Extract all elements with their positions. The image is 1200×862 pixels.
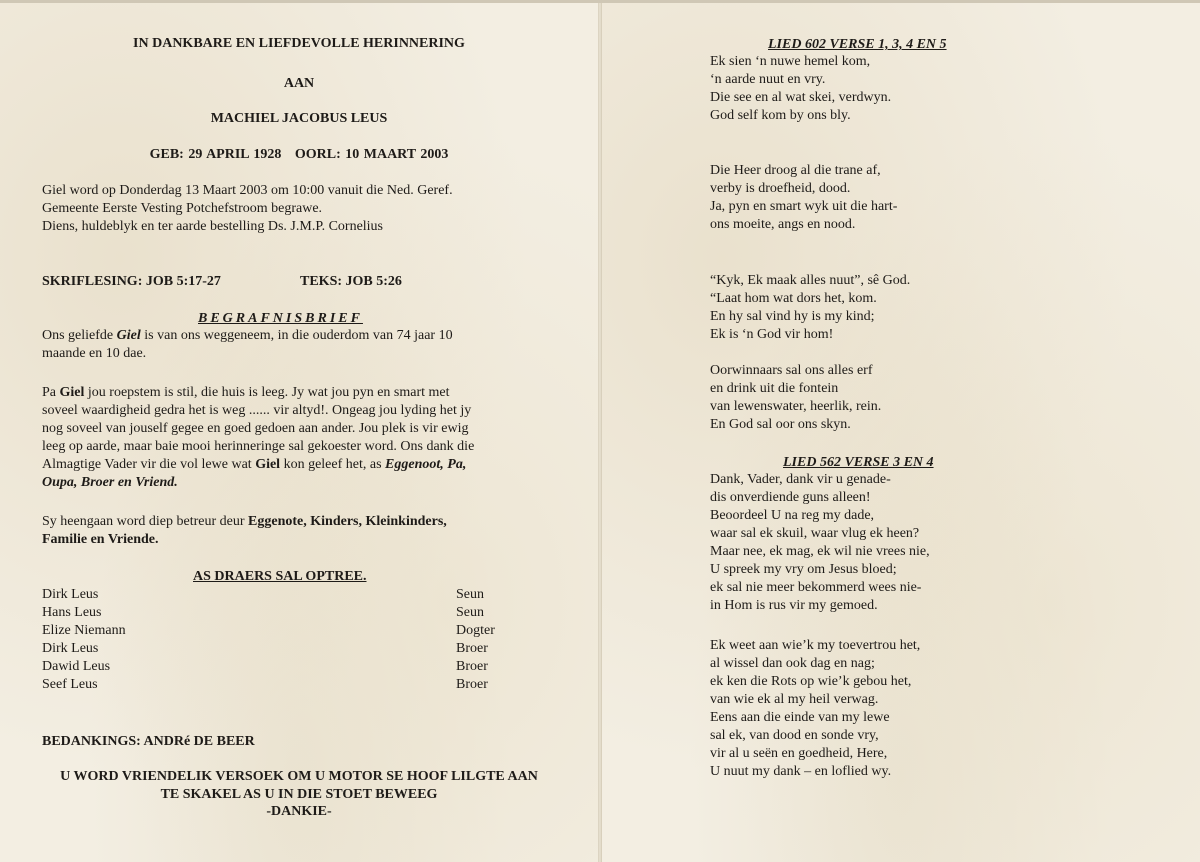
deceased-name: MACHIEL JACOBUS LEUS xyxy=(210,111,388,126)
birth-death-dates: GEB: 29 APRIL 1928 OORL: 10 MAART 2003 xyxy=(149,147,449,162)
song2-line: U spreek my vry om Jesus bloed; xyxy=(710,562,897,577)
song1-line: Die see en al wat skei, verdwyn. xyxy=(710,90,892,105)
song2-line: Ek weet aan wie’k my toevertrou het, xyxy=(710,638,921,653)
bearer-role: Broer xyxy=(456,641,488,656)
song1-line: ons moeite, angs en nood. xyxy=(710,217,856,232)
bearer-name: Dawid Leus xyxy=(42,659,111,674)
letter-p2-line-6: Oupa, Broer en Vriend. xyxy=(42,475,178,490)
acknowledgements: BEDANKINGS: ANDRé DE BEER xyxy=(42,734,255,749)
song1-line: en drink uit die fontein xyxy=(710,381,839,396)
song2-line: ek sal nie meer bekommerd wees nie- xyxy=(710,580,922,595)
song1-line: “Kyk, Ek maak alles nuut”, sê God. xyxy=(710,273,911,288)
bearer-role: Seun xyxy=(456,587,484,602)
bearer-role: Dogter xyxy=(456,623,495,638)
bearers-title: AS DRAERS SAL OPTREE. xyxy=(193,569,367,584)
song2-line: Dank, Vader, dank vir u genade- xyxy=(710,472,891,487)
song2-line: in Hom is rus vir my gemoed. xyxy=(710,598,878,613)
song1-line: En God sal oor ons skyn. xyxy=(710,417,851,432)
song1-line: ‘n aarde nuut en vry. xyxy=(710,72,826,87)
letter-title: BEGRAFNISBRIEF xyxy=(198,311,363,326)
song1-line: En hy sal vind hy is my kind; xyxy=(710,309,875,324)
song1-line: “Laat hom wat dors het, kom. xyxy=(710,291,877,306)
song1-title: LIED 602 VERSE 1, 3, 4 EN 5 xyxy=(768,37,947,52)
song2-line: dis onverdiende guns alleen! xyxy=(710,490,871,505)
letter-p1-line-2: maande en 10 dae. xyxy=(42,346,147,361)
memorial-heading: IN DANKBARE EN LIEFDEVOLLE HERINNERING xyxy=(133,36,465,51)
letter-p1-line-1: Ons geliefde Giel is van ons weggeneem, in die ouderdom van 74 jaar 10 xyxy=(42,328,453,343)
song2-line: van wie ek al my heil verwag. xyxy=(710,692,879,707)
page-fold xyxy=(598,0,602,862)
sermon-text: TEKS: JOB 5:26 xyxy=(300,274,402,289)
letter-p3-line-2: Familie en Vriende. xyxy=(42,532,159,547)
letter-p2-line-4: leeg op aarde, maar baie mooi herinneringe sal gekoester word. Ons dank die xyxy=(42,439,475,454)
song2-line: U nuut my dank – en loflied wy. xyxy=(710,764,892,779)
right-page xyxy=(602,0,1200,862)
letter-p2-line-3: nog soveel van jouself gegee en goed gedoen aan ander. Jou plek is vir ewig xyxy=(42,421,469,436)
bearer-name: Dirk Leus xyxy=(42,641,99,656)
song1-line: Ek sien ‘n nuwe hemel kom, xyxy=(710,54,871,69)
bearer-name: Dirk Leus xyxy=(42,587,99,602)
song1-line: Ja, pyn en smart wyk uit die hart- xyxy=(710,199,898,214)
song1-line: verby is droefheid, dood. xyxy=(710,181,851,196)
song2-line: waar sal ek skuil, waar vlug ek heen? xyxy=(710,526,920,541)
request-line-1: U WORD VRIENDELIK VERSOEK OM U MOTOR SE HOOF LILGTE AAN xyxy=(60,769,538,784)
letter-p2-line-2: soveel waardigheid gedra het is weg ...... vir altyd!. Ongeag jou lyding het jy xyxy=(42,403,472,418)
song1-line: Die Heer droog al die trane af, xyxy=(710,163,881,178)
funeral-line-2: Gemeente Eerste Vesting Potchefstroom begrawe. xyxy=(42,201,323,216)
scripture-reading: SKRIFLESING: JOB 5:17-27 xyxy=(42,274,221,289)
paper-top-edge xyxy=(0,0,1200,3)
letter-p2-line-5: Almagtige Vader vir die vol lewe wat Giel kon geleef het, as Eggenoot, Pa, xyxy=(42,457,467,472)
bearer-role: Broer xyxy=(456,677,488,692)
funeral-line-3: Diens, huldeblyk en ter aarde bestelling Ds. J.M.P. Cornelius xyxy=(42,219,384,234)
request-line-2: TE SKAKEL AS U IN DIE STOET BEWEEG xyxy=(160,787,438,802)
song2-line: ek ken die Rots op wie’k gebou het, xyxy=(710,674,912,689)
request-line-3: -DANKIE- xyxy=(266,804,332,819)
song1-line: Ek is ‘n God vir hom! xyxy=(710,327,834,342)
song2-line: Beoordeel U na reg my dade, xyxy=(710,508,875,523)
letter-p2-line-1: Pa Giel jou roepstem is stil, die huis is leeg. Jy wat jou pyn en smart met xyxy=(42,385,450,400)
funeral-line-1: Giel word op Donderdag 13 Maart 2003 om 10:00 vanuit die Ned. Geref. xyxy=(42,183,453,198)
bearer-name: Elize Niemann xyxy=(42,623,126,638)
song2-line: Maar nee, ek mag, ek wil nie vrees nie, xyxy=(710,544,930,559)
bearer-role: Broer xyxy=(456,659,488,674)
song2-line: sal ek, van dood en sonde vry, xyxy=(710,728,879,743)
song2-line: Eens aan die einde van my lewe xyxy=(710,710,890,725)
bearer-name: Hans Leus xyxy=(42,605,102,620)
song2-line: al wissel dan ook dag en nag; xyxy=(710,656,875,671)
letter-p3-line-1: Sy heengaan word diep betreur deur Eggenote, Kinders, Kleinkinders, xyxy=(42,514,447,529)
song1-line: God self kom by ons bly. xyxy=(710,108,851,123)
song1-line: Oorwinnaars sal ons alles erf xyxy=(710,363,873,378)
bearer-role: Seun xyxy=(456,605,484,620)
aan-heading: AAN xyxy=(283,76,315,91)
bearer-name: Seef Leus xyxy=(42,677,98,692)
song2-line: vir al u seën en goedheid, Here, xyxy=(710,746,888,761)
song2-title: LIED 562 VERSE 3 EN 4 xyxy=(783,455,934,470)
song1-line: van lewenswater, heerlik, rein. xyxy=(710,399,882,414)
